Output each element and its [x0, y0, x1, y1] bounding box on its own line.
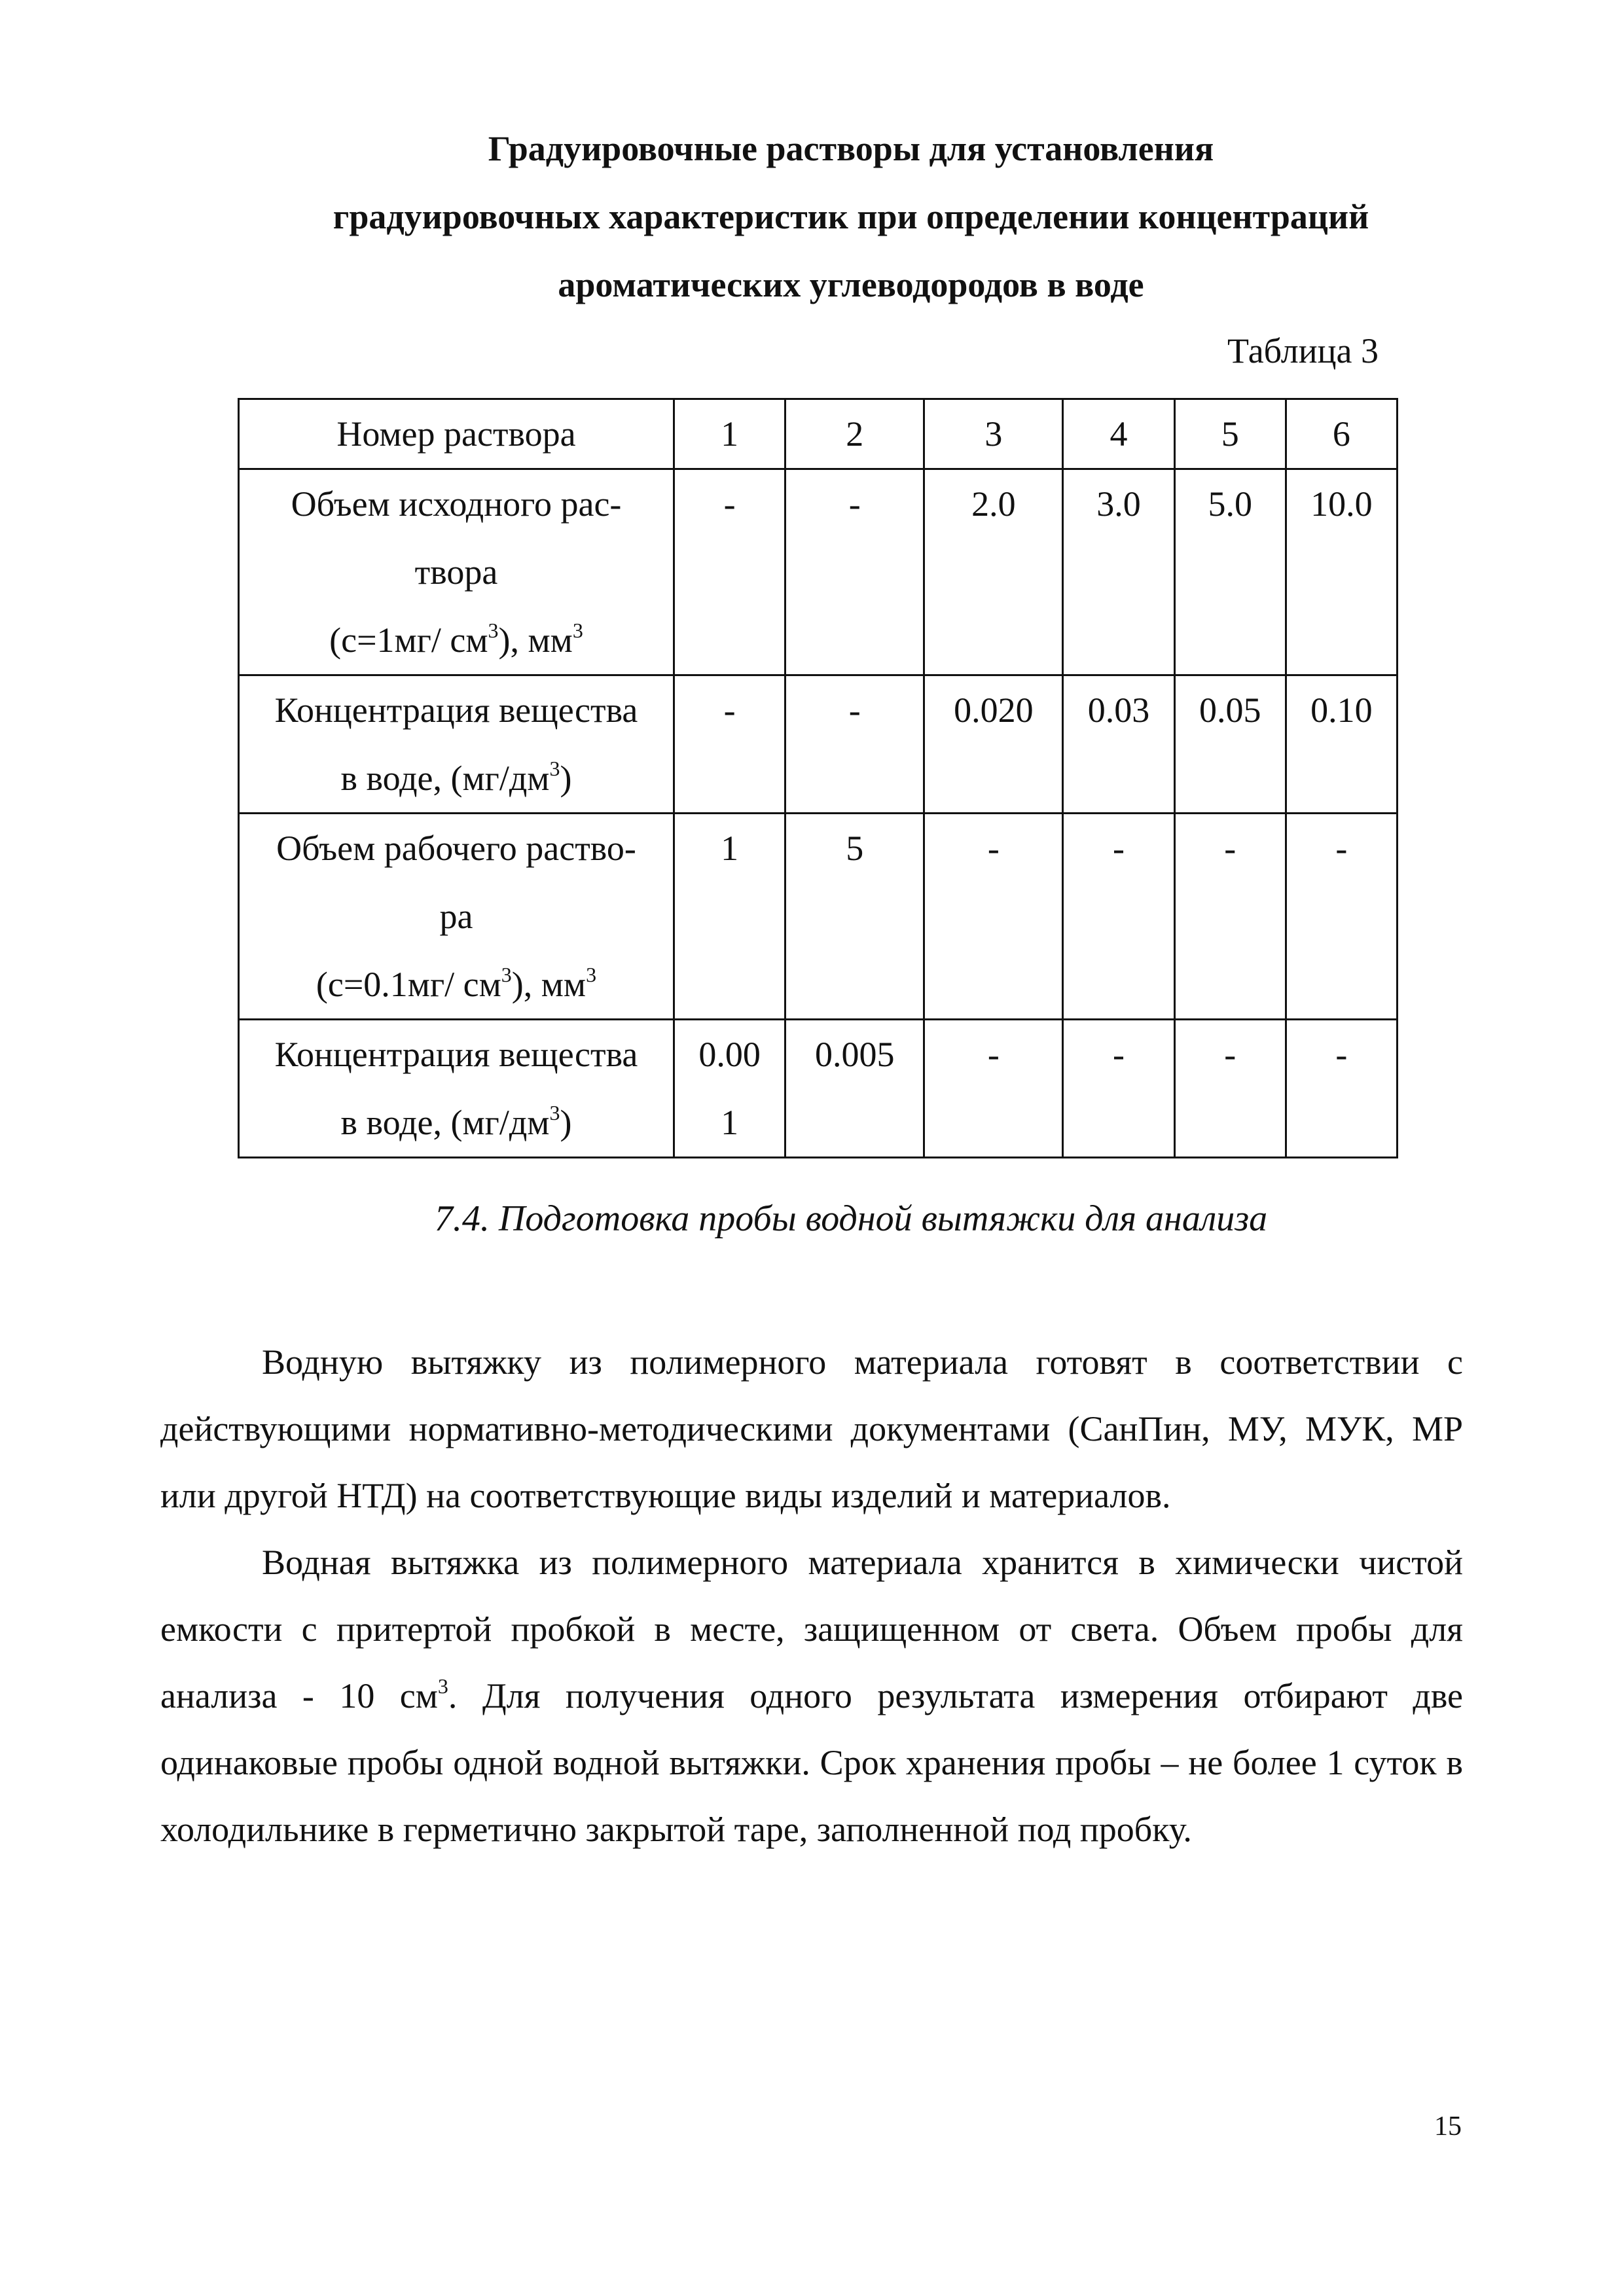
row-label-line: ра — [439, 897, 473, 936]
table-cell: 5 — [785, 814, 924, 1020]
table-cell: 0.020 — [924, 675, 1063, 814]
row-label-cell — [239, 1020, 674, 1158]
row-label-line: Концентрация вещества — [274, 1035, 638, 1074]
table-cell: - — [1286, 1020, 1397, 1158]
row-label-text: ), мм — [498, 620, 573, 660]
table-cell: 0.03 — [1063, 675, 1174, 814]
table-cell: - — [674, 469, 785, 675]
table-cell: 0.05 — [1174, 675, 1286, 814]
body-paragraph — [160, 1529, 1463, 1863]
superscript: 3 — [572, 619, 583, 642]
row-label-line: Концентрация вещества — [274, 691, 638, 730]
table-cell: - — [1174, 814, 1286, 1020]
row-label-line: Объем рабочего раство- — [276, 829, 636, 868]
superscript: 3 — [549, 757, 560, 780]
document-title — [157, 115, 1545, 319]
table-cell: - — [1286, 814, 1397, 1020]
table-cell: - — [785, 469, 924, 675]
table-cell: 2.0 — [924, 469, 1063, 675]
row-label-line: в воде, (мг/дм — [340, 759, 550, 798]
header-label-cell: Номер раствора — [239, 399, 674, 469]
table-cell: - — [785, 675, 924, 814]
calibration-table — [238, 398, 1398, 1158]
table-cell: - — [674, 675, 785, 814]
header-value-cell: 3 — [924, 399, 1063, 469]
row-label-text: ), мм — [511, 965, 586, 1004]
table-cell: 3.0 — [1063, 469, 1174, 675]
page-number: 15 — [1434, 2111, 1462, 2142]
table-cell: 5.0 — [1174, 469, 1286, 675]
row-label-cell — [239, 814, 674, 1020]
table-cell: - — [924, 1020, 1063, 1158]
table-caption: Таблица 3 — [1227, 331, 1379, 370]
table-cell: 10.0 — [1286, 469, 1397, 675]
body-paragraph — [160, 1329, 1463, 1529]
row-label-line: (с=0.1мг/ см — [316, 965, 501, 1004]
row-label-text: ) — [560, 759, 572, 798]
table-cell: - — [1063, 814, 1174, 1020]
paragraph-text: Водную вытяжку из полимерного материала готовят в соответствии с действующими нормативно-методическими документами (СанПин, МУ, МУК, МР или другой НТД) на соответствующие виды изделий и материалов. — [160, 1342, 1463, 1515]
table-row — [239, 675, 1398, 814]
paragraph-text: Водная вытяжка из полимерного материала хранится в химически чистой емкости с притертой пробкой в месте, защищенном от света. Объем пробы для анализа - 10 см — [160, 1543, 1463, 1715]
table-cell: - — [1174, 1020, 1286, 1158]
row-label-line: в воде, (мг/дм — [340, 1103, 550, 1142]
table-row — [239, 469, 1398, 675]
table-header-row — [239, 399, 1398, 469]
title-line-3: ароматических углеводородов в воде — [558, 265, 1144, 304]
header-value-cell: 4 — [1063, 399, 1174, 469]
header-value-cell: 2 — [785, 399, 924, 469]
row-label-line: (с=1мг/ см — [329, 620, 488, 660]
table-cell: 1 — [674, 814, 785, 1020]
superscript: 3 — [586, 963, 597, 986]
row-label-cell — [239, 469, 674, 675]
row-label-line: твора — [414, 552, 498, 592]
title-line-2: градуировочных характеристик при определении концентраций — [333, 197, 1369, 236]
paragraph-text: . Для получения одного результата измерения отбирают две одинаковые пробы одной водной вытяжки. Срок хранения пробы – не более 1 суток в холодильнике в герметично закрытой таре, заполненной под пробку. — [160, 1676, 1463, 1849]
table-cell: - — [924, 814, 1063, 1020]
row-label-line: Объем исходного рас- — [291, 484, 622, 524]
table-cell: 0.00 1 — [674, 1020, 785, 1158]
superscript: 3 — [488, 619, 499, 642]
title-line-1: Градуировочные растворы для установления — [488, 129, 1214, 168]
table-row — [239, 814, 1398, 1020]
superscript: 3 — [437, 1674, 448, 1698]
superscript: 3 — [549, 1101, 560, 1124]
header-value-cell: 6 — [1286, 399, 1397, 469]
row-label-cell — [239, 675, 674, 814]
table-row — [239, 1020, 1398, 1158]
header-value-cell: 5 — [1174, 399, 1286, 469]
row-label-text: ) — [560, 1103, 572, 1142]
header-value-cell: 1 — [674, 399, 785, 469]
table-cell: 0.005 — [785, 1020, 924, 1158]
superscript: 3 — [501, 963, 512, 986]
table-cell: 0.10 — [1286, 675, 1397, 814]
section-subheading: 7.4. Подготовка пробы водной вытяжки для анализа — [434, 1198, 1268, 1239]
table-cell: - — [1063, 1020, 1174, 1158]
